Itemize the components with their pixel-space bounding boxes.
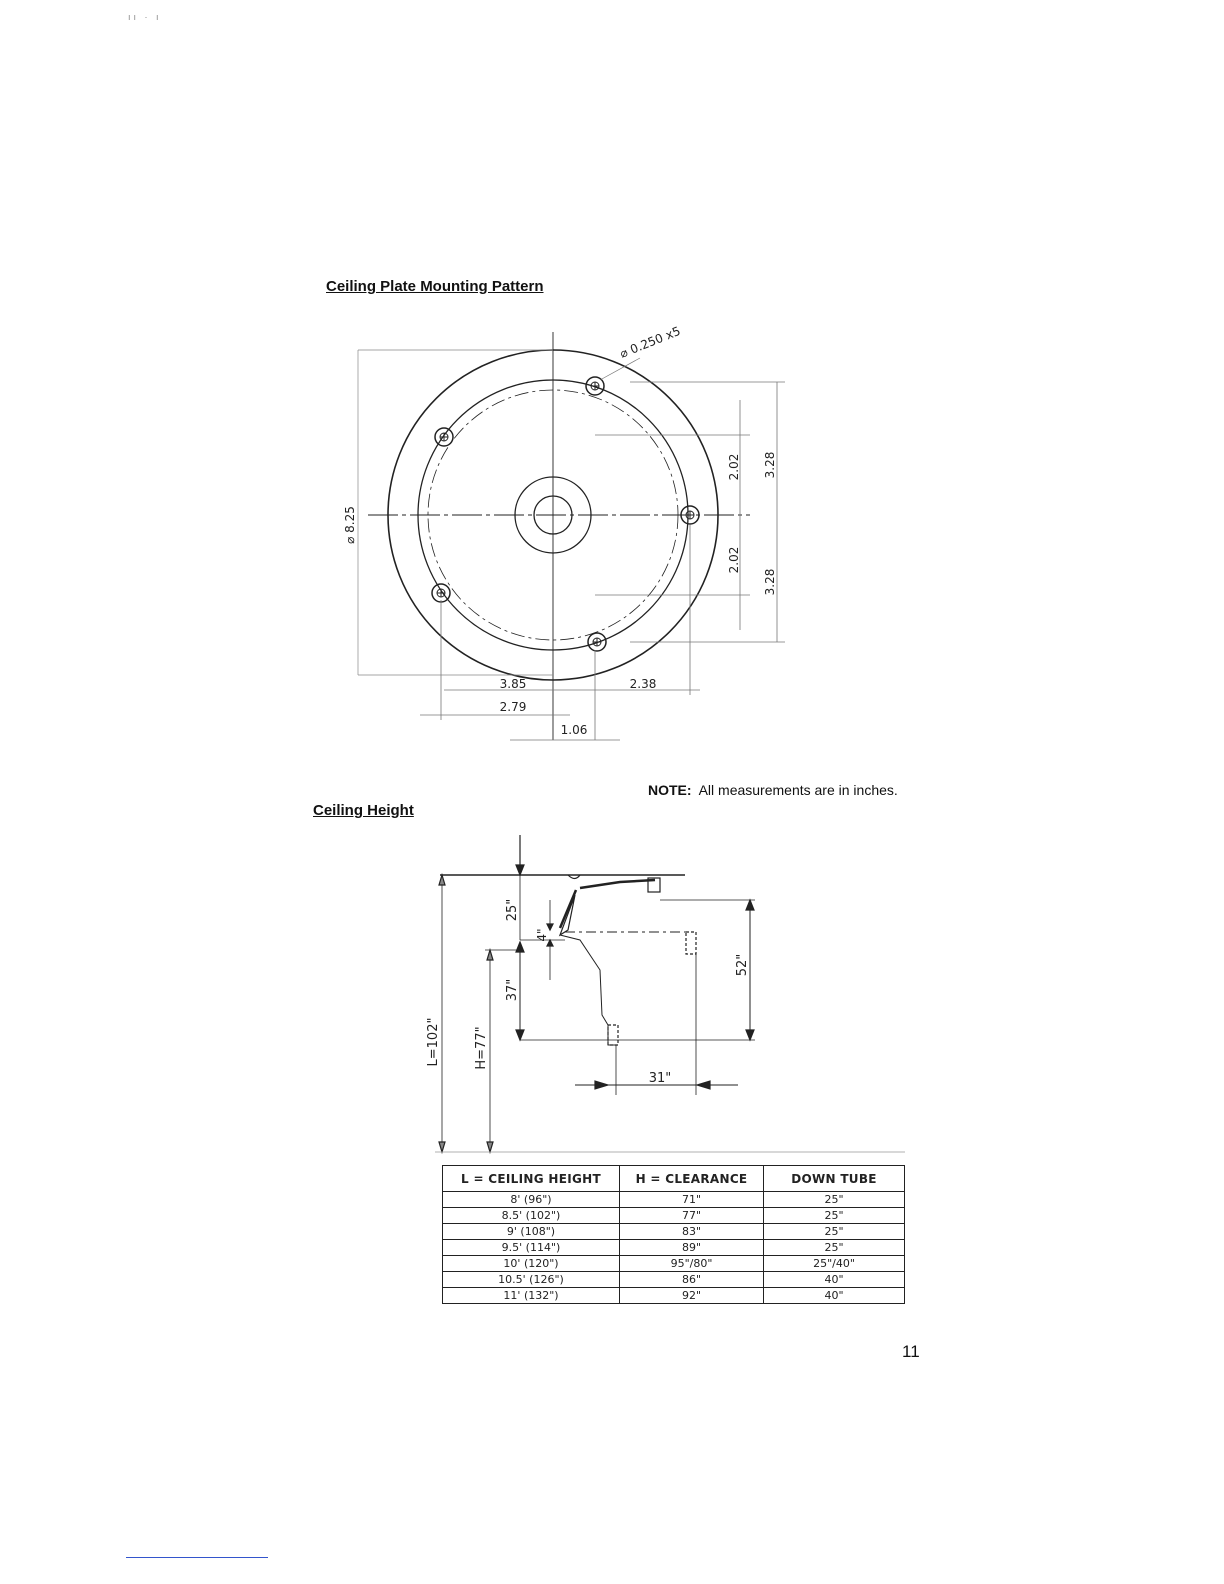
header-down-tube: DOWN TUBE <box>764 1166 905 1192</box>
cell-ceiling-height: 9' (108") <box>443 1224 620 1240</box>
dim-25: 25" <box>505 898 520 922</box>
mounting-hole <box>432 584 450 602</box>
dim-right-inner-top: 2.02 <box>727 453 741 481</box>
scan-marks: ıı · ı <box>128 12 162 22</box>
dim-h: H=77" <box>474 1026 489 1070</box>
dim-right-outer-bottom: 3.28 <box>763 568 777 596</box>
ceiling-height-drawing <box>420 830 910 1160</box>
cell-down-tube: 25"/40" <box>764 1256 905 1272</box>
cell-ceiling-height: 9.5' (114") <box>443 1240 620 1256</box>
table-row <box>443 1256 905 1272</box>
note-text: All measurements are in inches. <box>698 782 898 798</box>
cell-ceiling-height: 10' (120") <box>443 1256 620 1272</box>
dim-238: 2.38 <box>629 677 657 691</box>
cell-ceiling-height: 11' (132") <box>443 1288 620 1304</box>
dim-52: 52" <box>735 953 750 977</box>
dim-right-outer-top: 3.28 <box>763 451 777 479</box>
dim-4: 4" <box>535 928 549 942</box>
cell-ceiling-height: 10.5' (126") <box>443 1272 620 1288</box>
table-row <box>443 1272 905 1288</box>
note-label: NOTE: <box>648 782 692 798</box>
cell-clearance: 95"/80" <box>620 1256 764 1272</box>
table-row <box>443 1288 905 1304</box>
footnote-rule <box>126 1557 268 1558</box>
note-line <box>648 782 898 798</box>
diameter-label: ⌀ 8.25 <box>343 506 357 544</box>
cell-down-tube: 25" <box>764 1208 905 1224</box>
cell-ceiling-height: 8.5' (102") <box>443 1208 620 1224</box>
dim-37: 37" <box>505 978 520 1002</box>
table-row <box>443 1224 905 1240</box>
dim-279: 2.79 <box>499 700 527 714</box>
cell-clearance: 89" <box>620 1240 764 1256</box>
dim-31: 31" <box>648 1071 672 1086</box>
dim-l: L=102" <box>426 1017 441 1067</box>
dim-106: 1.06 <box>560 723 588 737</box>
header-ceiling-height: L = CEILING HEIGHT <box>443 1166 620 1192</box>
cell-down-tube: 25" <box>764 1224 905 1240</box>
cell-clearance: 83" <box>620 1224 764 1240</box>
mounting-hole <box>435 428 453 446</box>
cell-down-tube: 25" <box>764 1240 905 1256</box>
dim-right-inner-bottom: 2.02 <box>727 546 741 574</box>
cell-clearance: 77" <box>620 1208 764 1224</box>
header-clearance: H = CLEARANCE <box>620 1166 764 1192</box>
clearance-table <box>442 1165 905 1304</box>
table-row <box>443 1208 905 1224</box>
page-number: 11 <box>902 1342 920 1361</box>
cell-ceiling-height: 8' (96") <box>443 1192 620 1208</box>
cell-clearance: 71" <box>620 1192 764 1208</box>
cell-clearance: 86" <box>620 1272 764 1288</box>
ceiling-plate-drawing <box>330 320 810 760</box>
dim-385: 3.85 <box>499 677 527 691</box>
mounting-hole <box>588 633 606 651</box>
cell-clearance: 92" <box>620 1288 764 1304</box>
mounting-hole <box>586 377 604 395</box>
cell-down-tube: 40" <box>764 1272 905 1288</box>
cell-down-tube: 25" <box>764 1192 905 1208</box>
ceiling-plate-heading: Ceiling Plate Mounting Pattern <box>326 278 544 295</box>
table-row <box>443 1192 905 1208</box>
table-row <box>443 1240 905 1256</box>
ceiling-height-heading: Ceiling Height <box>313 802 414 819</box>
table-header-row <box>443 1166 905 1192</box>
hole-spec-label: ⌀ 0.250 x5 <box>617 323 683 361</box>
cell-down-tube: 40" <box>764 1288 905 1304</box>
